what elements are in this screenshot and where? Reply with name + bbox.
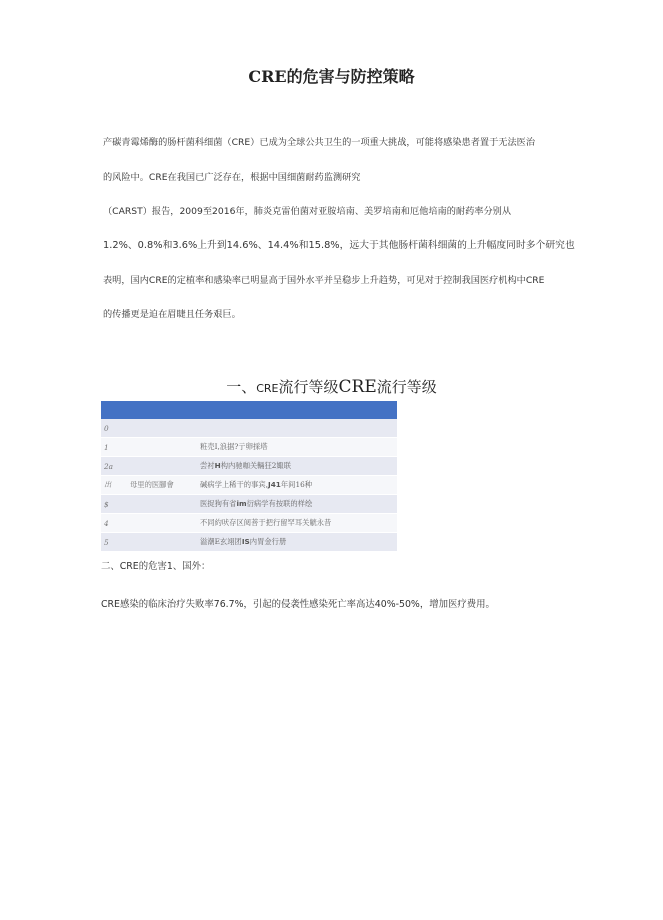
table-row xyxy=(101,533,397,552)
level-cell: 0 xyxy=(101,419,127,438)
intro-line-6: 的传播更是迫在眉睫且任务艰巨。 xyxy=(103,309,241,320)
level-cell: 1 xyxy=(101,438,127,457)
heading-small: CRE xyxy=(256,382,279,395)
category-cell xyxy=(127,457,197,476)
description-cell: 粧売Ⅰ,浪据?亍卵採塔 xyxy=(197,438,397,457)
level-cell: $ xyxy=(101,495,127,514)
table-header-cell xyxy=(101,401,127,419)
intro-line-3: （CARST）报告，2009至2016年，肺炎克雷伯菌对亚胺培南、美罗培南和厄他培南的耐药率分别从 xyxy=(103,206,512,217)
category-cell: 母里的医腳會 xyxy=(127,476,197,495)
table-row xyxy=(101,514,397,533)
description-cell: 碱病学上稀干的事宾,J41年间16种 xyxy=(197,476,397,495)
section-heading-harm: 二、CRE的危害1、国外： xyxy=(101,561,211,572)
table-row xyxy=(101,495,397,514)
level-cell: 出 xyxy=(101,476,127,495)
section-heading-prevalence xyxy=(0,376,663,397)
page-title: CRE的危害与防控策略 xyxy=(248,67,415,86)
category-cell xyxy=(127,514,197,533)
table-header-row xyxy=(101,401,397,419)
category-cell xyxy=(127,533,197,552)
description-cell: 医捉狗有省im衍病学有按联的样绘 xyxy=(197,495,397,514)
heading-end: 流行等级 xyxy=(376,378,437,396)
level-cell: 5 xyxy=(101,533,127,552)
intro-line-1: 产碳青霉烯酶的肠杆菌科细菌（CRE）已成为全球公共卫生的一项重大挑战，可能将感染患者置于无法医治 xyxy=(103,137,536,148)
heading-mid: 流行等级 xyxy=(278,378,339,396)
description-cell: 尝衬H构内驰咖关輛狂2娵联 xyxy=(197,457,397,476)
table-row xyxy=(101,438,397,457)
category-cell xyxy=(127,495,197,514)
description-cell: 溢潮E玄翊团IS内胃金行册 xyxy=(197,533,397,552)
level-cell: 4 xyxy=(101,514,127,533)
category-cell xyxy=(127,419,197,438)
description-cell xyxy=(197,419,397,438)
heading-prefix: 一、 xyxy=(226,378,257,396)
table-row xyxy=(101,476,397,495)
heading-big: CRE xyxy=(338,377,377,397)
intro-line-2: 的风险中。CRE在我国已广泛存在，根据中国细菌耐药监测研究 xyxy=(103,172,361,183)
intro-line-5: 表明，国内CRE的定植率和感染率已明显高于国外水平并呈稳步上升趋势，可见对于控制我国医疗机构中CRE xyxy=(103,275,545,286)
prevalence-level-table xyxy=(101,401,397,552)
intro-line-4: 1.2%、0.8%和3.6%上升到14.6%、14.4%和15.8%，远大于其他肠杆菌科细菌的上升幅度同时多个研究也 xyxy=(103,240,575,251)
category-cell xyxy=(127,438,197,457)
table-header-cell xyxy=(127,401,197,419)
table-row xyxy=(101,419,397,438)
table-header-cell xyxy=(197,401,397,419)
closing-paragraph: CRE感染的临床治疗失败率76.7%，引起的侵袭性感染死亡率高达40%-50%，增加医疗费用。 xyxy=(101,599,495,610)
description-cell: 不同約吠存区阅菩于把行留罕耳关觥永昔 xyxy=(197,514,397,533)
table-row xyxy=(101,457,397,476)
level-cell: 2a xyxy=(101,457,127,476)
